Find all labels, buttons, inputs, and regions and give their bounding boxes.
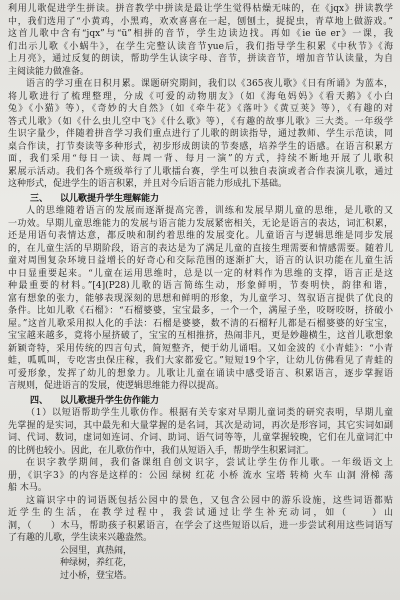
text-line: （1）以短语帮助学生儿歌仿作。根据有关专家对早期儿童词类的研究表明，早期儿童 <box>26 408 393 418</box>
text-line: 册，《识字3》的内容是这样的：公园 绿树 红花 小桥 流水 宝塔 转椅 火车 山洞 滑梯 荡 <box>8 470 393 481</box>
text-line: 的，在儿童生活的早期阶段，语言的表达是为了满足儿童的直接生理需要和情感需要。随着儿 <box>8 243 393 254</box>
paragraph <box>8 3 393 78</box>
paragraph <box>8 407 393 457</box>
text-line: 的比例也较小。因此，在儿歌仿作中，我们从短语入手，帮助学生积累词汇。 <box>8 445 315 456</box>
poem <box>8 545 393 583</box>
paragraph <box>8 205 393 393</box>
text-line: 蛙，呱呱叫，专吃害虫保庄稼，我们大家都爱它。”短短19个字，让幼儿仿佛看见了青蛙的 <box>8 356 393 366</box>
text-line: 兔》《小猫》等），《奇妙的大自然》（如《牵牛花》《落叶》《黄豆荚》等），《有趣的对 <box>8 104 393 114</box>
text-line: 可爱形象，发挥了幼儿的想象力。儿歌让儿童在诵读中感受语言、积累语言，逐步掌握语 <box>8 368 393 379</box>
text-line: 这首儿歌中含有“jqx”与“ü”相拼的音节，学生边读边找。再如《ie üe er》一课，我 <box>8 29 393 39</box>
text-line: 言规则，促进语言的发展，使逻辑思维能力得以提高。 <box>8 381 225 391</box>
section-number: 四、 <box>30 395 49 406</box>
text-line: 答式儿歌》（如《什么虫儿空中飞》《什么歌》等），《有趣的故事儿歌》三大类。一年级学 <box>8 116 393 127</box>
section-title: 以儿歌提升学生理解能力 <box>60 193 160 204</box>
poem-line: 过小桥，登宝塔。 <box>60 570 133 581</box>
paragraph <box>8 495 393 545</box>
text-line: 词、代词、数词，虚词如连词、介词、助词、语气词等等，儿童掌握较晚，它们在儿童词汇中 <box>8 433 393 443</box>
text-line: 屋。”这首儿歌采用拟人化的手法：石榴是婆婆，数不清的石榴籽儿都是石榴婆婆的好宝宝， <box>8 318 393 329</box>
text-line: 这篇识字中的词语既包括公园中的景色，又包含公园中的游乐设施，这些词语都贴 <box>26 495 393 506</box>
text-line: 中日显重要起来。“儿童在运用思维时，总是以一定的材料作为思维的支撑，语言正是这 <box>8 268 393 279</box>
text-line: 主阅读能力做准备。 <box>8 66 90 77</box>
text-line: 面，我们采用“每日一读、每周一背、每月一演”的方式，持续不断地开展了儿歌积 <box>8 154 393 164</box>
poem-line: 种绿树，养红花， <box>60 558 133 568</box>
section-title: 以儿歌提升学生仿作能力 <box>60 395 160 406</box>
text-line: 生识字量少，伴随着拼音学习我们重点进行了儿歌的朗读指导，通过教师、学生示范读，同 <box>8 129 393 139</box>
text-line: 桌合作读，打节奏读等多种形式，初步形成朗读的节奏感，培养学生的语感。在语言积累方 <box>8 141 393 152</box>
text-line: 一功效。早期儿童思维能力的发展与语言能力发展紧密相关，无论是语言的表达，词汇积累， <box>8 218 393 229</box>
text-line: 种最重要的材料。”[4](P28)儿歌的语言简练生动，形象鲜明，节奏明快，韵律和谐， <box>8 281 393 291</box>
text-line: 人的思维随着语言的发展而逐渐提高完善，训练和发展早期儿童的思维，是儿歌的又 <box>26 206 393 216</box>
section-number: 三、 <box>30 193 49 204</box>
poem-line: 公园里，真热闹， <box>60 545 133 556</box>
text-line: 富有想象的张力，能够表现深刻的思想和鲜明的形象，为儿童学习、驾驭语言提供了优良的 <box>8 293 393 304</box>
text-line: 新颖奇特，采用传统的四言句式，简短整齐，便于幼儿诵唱。又如金波的《小青蛙》：“小青 <box>8 343 393 354</box>
text-line: 先掌握的是实词，其中最先和大量掌握的是名词，其次是动词，再次是形容词，其它实词如副 <box>8 420 393 431</box>
text-line: 将儿歌进行了梳理整理，分成《可爱的动物朋友》（如《海龟妈妈》《看天鹅》《小白 <box>8 91 393 102</box>
section-heading <box>8 193 393 206</box>
text-line: 上月亮》，通过反复的朗读，帮助学生认读字母、音节，拼读音节，增加音节认读量，为自 <box>8 54 393 64</box>
text-line: 童对周围复杂环境日益增长的好奇心和交际范围的逐渐扩大，语言的认识功能在儿童生活 <box>8 256 393 266</box>
text-line: 累展示活动。我们各个班级举行了儿歌擂台赛，学生可以独自表演或者合作表演儿歌，通过 <box>8 166 393 177</box>
text-line: 条件。比如儿歌《石榴》：“石榴婆婆，宝宝最多，一个一个，满屋子坐，咬呀咬呀，挤破小 <box>8 306 393 316</box>
text-line: 船 木马。 <box>8 483 47 493</box>
text-line: 语言的学习重在日积月累。课题研究期间，我们以《365夜儿歌》《日有所诵》为蓝本， <box>26 79 393 89</box>
text-line: 近学生的生活，在教学过程中，我尝试通过让学生补充动词，如（ ）山 <box>8 508 393 518</box>
text-line: 了有趣的儿歌，学生读来兴趣盎然。 <box>8 533 153 543</box>
text-line: 在识字教学期间，我们备课组自创文识字，尝试让学生仿作儿歌。一年级语文上 <box>26 458 393 468</box>
text-line: 中，我们选用了“小黄鸡，小黑鸡，欢欢喜喜在一起，刨刨土，捉捉虫，青草地上做游戏。” <box>8 16 393 27</box>
text-line: 利用儿歌促进学生拼读。拼音教学中拼读是最让学生觉得枯燥无味的，在《jqx》拼读教学 <box>8 4 393 14</box>
text-line: 还是用语句表情达意，都反映和制约着思维的发展变化。儿童语言与逻辑思维是同步发展 <box>8 231 393 241</box>
text-line: 洞，（ ）木马，帮助孩子积累语言，在学会了这些短语以后，进一步尝试利用这些词语写 <box>8 520 393 531</box>
paragraph <box>8 457 393 495</box>
text-line: 这种形式，促进学生的语言积累，并且对今后语言能力形成扎下基础。 <box>8 179 288 189</box>
text-line: 宝宝越来越多，竟将小屋挤破了，宝宝的互相推挤，热闹非凡，更是妙趣横生，这首儿歌想象 <box>8 331 393 341</box>
text-line: 们出示儿歌《小蜗牛》，在学生完整认读音节yue后，我们指导学生积累《中秋节》《海 <box>8 41 393 52</box>
paragraph <box>8 78 393 191</box>
section-heading <box>8 395 393 408</box>
